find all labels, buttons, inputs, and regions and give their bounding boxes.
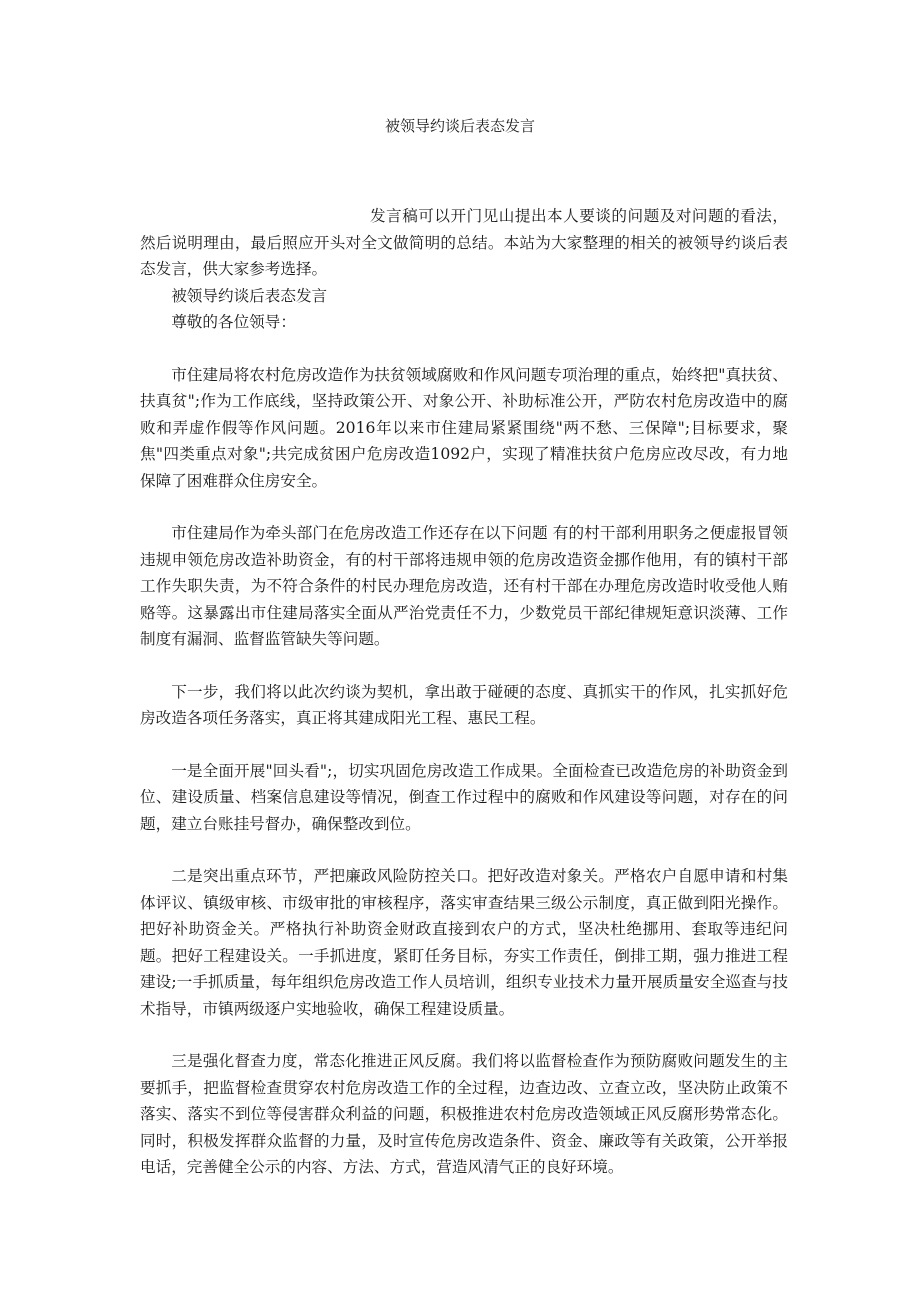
intro-paragraph: 发言稿可以开门见山提出本人要谈的问题及对问题的看法，然后说明理由，最后照应开头对全文做简明的总结。本站为大家整理的相关的被领导约谈后表态发言，供大家参考选择。 <box>140 207 788 278</box>
paragraph-4: 一是全面开展"回头看";，切实巩固危房改造工作成果。全面检查已改造危房的补助资金到位、建设质量、档案信息建设等情况，倒查工作过程中的腐败和作风建设等问题，对存在的问题，建立台账挂号督办，确保整改到位。 <box>140 761 788 833</box>
salutation: 尊敬的各位领导： <box>171 313 296 331</box>
paragraph-2: 市住建局作为牵头部门在危房改造工作还存在以下问题 有的村干部利用职务之便虚报冒领违规申领危房改造补助资金，有的村干部将违规申领的危房改造资金挪作他用，有的镇村干部工作失职失责，为不符合条件的村民办理危房改造，还有村干部在办理危房改造时收受他人贿赂等。这暴露出市住建局落实全面从严治党责任不力，少数党员干部纪律规矩意识淡薄、工作制度有漏洞、监督监管缺失等问题。 <box>140 524 788 648</box>
paragraph-1: 市住建局将农村危房改造作为扶贫领域腐败和作风问题专项治理的重点，始终把"真扶贫、扶真贫";作为工作底线，坚持政策公开、对象公开、补助标准公开，严防农村危房改造中的腐败和弄虚作假等作风问题。2016年以来市住建局紧紧围绕"两不愁、三保障";目标要求，聚焦"四类重点对象";共完成贫困户危房改造1092户，实现了精准扶贫户危房应改尽改，有力地保障了困难群众住房安全。 <box>140 365 788 490</box>
paragraph-5: 二是突出重点环节，严把廉政风险防控关口。把好改造对象关。严格农户自愿申请和村集体评议、镇级审核、市级审批的审核程序，落实审查结果三级公示制度，真正做到阳光操作。把好补助资金关。严格执行补助资金财政直接到农户的方式，坚决杜绝挪用、套取等违纪问题。把好工程建设关。一手抓进度，紧盯任务目标，夯实工作责任，倒排工期，强力推进工程建设;一手抓质量，每年组织危房改造工作人员培训，组织专业技术力量开展质量安全巡查与技术指导，市镇两级逐户实地验收，确保工程建设质量。 <box>140 867 788 1018</box>
speech-subtitle: 被领导约谈后表态发言 <box>171 286 328 305</box>
document-body <box>140 203 788 1181</box>
document-title: 被领导约谈后表态发言 <box>384 117 535 135</box>
paragraph-6: 三是强化督查力度，常态化推进正风反腐。我们将以监督检查作为预防腐败问题发生的主要抓手，把监督检查贯穿农村危房改造工作的全过程，边查边改、立查立改，坚决防止政策不落实、落实不到位等侵害群众利益的问题，积极推进农村危房改造领域正风反腐形势常态化。同时，积极发挥群众监督的力量，及时宣传危房改造条件、资金、廉政等有关政策，公开举报电话，完善健全公示的内容、方法、方式，营造风清气正的良好环境。 <box>140 1052 788 1176</box>
paragraph-3: 下一步，我们将以此次约谈为契机，拿出敢于碰硬的态度、真抓实干的作风，扎实抓好危房改造各项任务落实，真正将其建成阳光工程、惠民工程。 <box>140 682 788 727</box>
